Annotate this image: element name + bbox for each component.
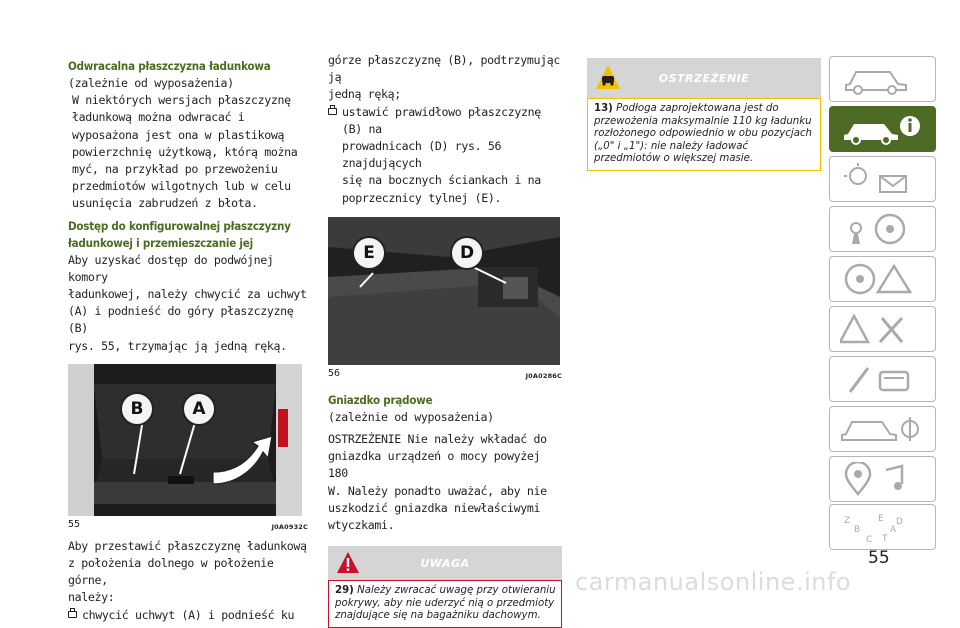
- note-title: UWAGA: [420, 556, 470, 570]
- media-navigation-icon: [840, 462, 920, 496]
- index-letter-e: E: [878, 514, 884, 524]
- bullet-step-1: chwycić uchwyt (A) i podnieść ku: [68, 607, 308, 624]
- technical-data-icon: [840, 412, 920, 446]
- figure-number: 56: [328, 367, 341, 379]
- warning-box: [587, 58, 821, 171]
- note-body: [328, 580, 562, 628]
- warning-number: 13): [594, 103, 613, 114]
- index-letter-z: Z: [844, 516, 851, 526]
- column-1: [68, 58, 308, 624]
- callout-marker-d: D: [450, 236, 484, 270]
- sidebar-item-car-info[interactable]: [829, 106, 936, 152]
- yellow-warning-icon: [595, 63, 621, 91]
- watermark: carmanualsonline.info: [575, 568, 852, 596]
- figure-code: J0A0932C: [271, 522, 308, 531]
- index-letter-d: D: [896, 517, 903, 527]
- column-2: [328, 52, 562, 628]
- cargo-floor-illustration: [68, 364, 302, 516]
- steering-wheel-icon: [840, 212, 920, 246]
- figure-55-caption: [68, 518, 308, 534]
- page-number: 55: [868, 548, 890, 568]
- warning-header: [587, 58, 821, 98]
- section-heading-reversible-floor: Odwracalna płaszczyzna ładunkowa: [68, 59, 271, 73]
- note-text: Należy zwracać uwagę przy otwieraniu pokrywy, aby nie uderzyć nią o przedmioty znajdujące się na bagażniku dachowym.: [335, 585, 556, 622]
- section-heading-access: Dostęp do konfigurowalnej płaszczyzny ładunkowej i przemieszczanie jej: [68, 218, 291, 250]
- figure-code: J0A0286C: [525, 371, 562, 380]
- sidebar-item-safety[interactable]: [829, 206, 936, 252]
- note-number: 29): [335, 585, 354, 597]
- sidebar-item-technical-data[interactable]: [829, 406, 936, 452]
- callout-marker-b: B: [120, 392, 154, 426]
- paragraph-reposition: Aby przestawić płaszczyznę ładunkową z położenia dolnego w położenie górne, należy:: [68, 538, 307, 605]
- alphabetical-index-icon: [840, 510, 920, 544]
- figure-number: 55: [68, 518, 81, 530]
- car-outline-icon: [840, 62, 920, 96]
- sidebar-item-lights[interactable]: [829, 156, 936, 202]
- warning-text: Podłoga zaprojektowana jest do przewożenia maksymalnie 110 kg ładunku rozłożonego odpowiednio w obu pozycjach („0" i „1"): nie należy ładować przedmiotów o większej masie.: [594, 103, 812, 165]
- index-letter-t: T: [882, 534, 888, 544]
- red-warning-icon: [336, 551, 360, 575]
- car-info-icon: [840, 112, 920, 146]
- sidebar-item-driving[interactable]: [829, 256, 936, 302]
- paragraph-reversible-floor: W niektórych wersjach płaszczyznę ładunkową można odwracać i wyposażona jest ona w plastikową powierzchnię użytkową, którą można myć, na przykład po przewożeniu przedmiotów wilgotnych lub w celu usunięcia zabrudzeń z błota.: [72, 93, 298, 211]
- section-heading-power-socket: Gniazdko prądowe: [328, 392, 433, 407]
- sidebar-item-emergency[interactable]: [829, 306, 936, 352]
- availability-note: (zależnie od wyposażenia): [68, 76, 234, 90]
- callout-marker-e: E: [352, 236, 386, 270]
- callout-marker-a: A: [182, 392, 216, 426]
- index-letter-b: B: [854, 525, 861, 535]
- index-letter-c: C: [866, 535, 873, 544]
- sidebar-item-index[interactable]: [829, 504, 936, 550]
- paragraph-power-socket: OSTRZEŻENIE Nie należy wkładać do gniazdka urządzeń o mocy powyżej 180 W. Należy ponadto uważać, aby nie uszkodzić gniazdka niewłaściwymi wtyczkami.: [328, 432, 547, 533]
- sidebar-item-maintenance[interactable]: [829, 356, 936, 402]
- note-box: [328, 546, 562, 628]
- car-components-icon: [840, 362, 920, 396]
- availability-note: (zależnie od wyposażenia): [328, 409, 494, 424]
- bullet-step-2: ustawić prawidłowo płaszczyznę (B) na prowadnicach (D) rys. 56 znajdujących się na bocznych ściankach i na poprzecznicy tylnej (E).: [328, 104, 562, 207]
- warning-triangle-icon: [840, 262, 920, 296]
- sidebar-item-car-overview[interactable]: [829, 56, 936, 102]
- figure-55-photo: [68, 364, 302, 516]
- paragraph-step-continued: górze płaszczyznę (B), podtrzymując ją jedną ręką;: [328, 53, 561, 102]
- note-header: [328, 546, 562, 580]
- figure-56-caption: [328, 367, 562, 383]
- column-3: [587, 58, 821, 171]
- figure-56-photo: [328, 217, 560, 365]
- paragraph-access: Aby uzyskać dostęp do podwójnej komory ładunkowej, należy chwycić za uchwyt (A) i podnieść do góry płaszczyznę (B) rys. 55, trzymając ją jedną ręką.: [68, 252, 307, 353]
- sidebar-item-multimedia[interactable]: [829, 456, 936, 502]
- warning-title: OSTRZEŻENIE: [658, 71, 750, 85]
- lights-warning-icon: [840, 162, 920, 196]
- index-letter-a: A: [890, 525, 897, 535]
- warning-body: [587, 98, 821, 171]
- service-tools-icon: [840, 312, 920, 346]
